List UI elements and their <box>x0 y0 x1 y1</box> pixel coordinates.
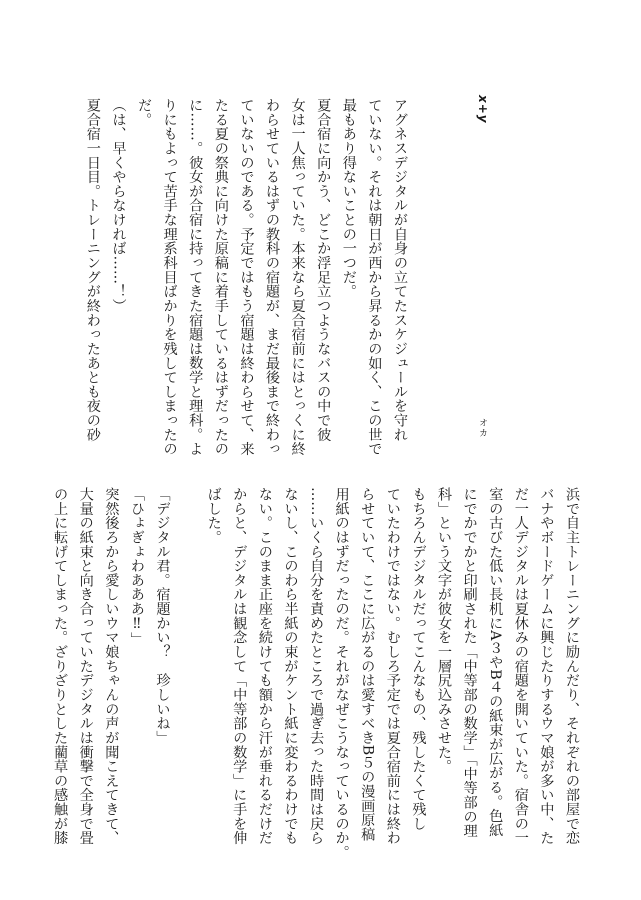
text-line: わらせているはずの教科の宿題が、まだ最後まで終わっ <box>264 98 281 456</box>
text-line: からと、デジタルは観念して「中等部の数学」に手を伸 <box>231 487 248 845</box>
text-line: ていないのである。予定ではもう宿題は終わらせて、来 <box>238 98 255 456</box>
text-line: りにもよって苦手な理系科目ばかりを残してしまったの <box>161 98 178 456</box>
text-line: アグネスデジタルが自身の立てたスケジュールを守れ <box>392 98 408 442</box>
text-line: 夏合宿一日目。トレーニングが終わったあとも夜の砂 <box>84 98 101 442</box>
text-line: 室の古びた低い長机にA３やB４の紙束が広がる。色紙 <box>487 487 504 838</box>
story-title: x+y <box>476 95 490 124</box>
text-line: もちろんデジタルだってこんなもの、残したくて残し <box>410 487 427 831</box>
text-line: 用紙のはずだったのだ。それがなぜこうなっているのか。 <box>333 487 350 860</box>
text-line: バナやボードゲームに興じたりするウマ娘が多い中、た <box>538 487 555 845</box>
text-line: ない。このまま正座を続けても額から汗が垂れるだけだ <box>256 487 273 845</box>
text-line: らせていて、ここに広がるのは愛すべきB５の漫画原稿 <box>359 487 376 842</box>
text-line: だ。 <box>136 98 153 127</box>
upper-text-block <box>84 98 412 456</box>
text-line: だ一人デジタルは夏休みの宿題を開いていた。宿舎の一 <box>512 487 529 845</box>
dialogue-line: 「デジタル君。宿題かい？ 珍しいね」 <box>154 487 171 745</box>
lower-text-block <box>52 487 584 860</box>
text-line: 突然後ろから愛しいウマ娘ちゃんの声が聞こえてきて、 <box>103 487 120 845</box>
text-line: 女は一人焦っていた。本来なら夏合宿前にはとっくに終 <box>289 98 306 456</box>
text-line: ばした。 <box>205 487 222 545</box>
text-line: 浜で自主トレーニングに励んだり、それぞれの部屋で恋 <box>564 487 580 845</box>
text-line: たる夏の祭典に向けた原稿に着手しているはずだったの <box>212 98 229 456</box>
text-line: ていない。それは朝日が西から昇るかの如く、この世で <box>366 98 383 456</box>
text-line: 最もあり得ないことの一つだ。 <box>340 98 357 299</box>
text-line: ないし、このわら半紙の束がケント紙に変わるわけでも <box>282 487 299 845</box>
text-line: の上に転げてしまった。ざりざりとした藺草の感触が膝 <box>52 487 69 845</box>
text-line: 夏合宿に向かう、どこか浮足立つようなバスの中で彼 <box>315 98 332 442</box>
text-line: にでかでかと印刷された「中等部の数学」「中等部の理 <box>461 487 478 838</box>
dialogue-line: 「ひょぎょわあああ‼」 <box>128 487 145 647</box>
text-line: に……。彼女が合宿に持ってきた宿題は数学と理科。よ <box>187 98 204 456</box>
text-line: ていたわけではない。むしろ予定では夏合宿前には終わ <box>384 487 401 845</box>
text-line: ……いくら自分を責めたところで過ぎ去った時間は戻ら <box>308 487 325 845</box>
author-name: オカ <box>477 418 487 438</box>
text-line: 大量の紙束と向き合っていたデジタルは衝撃で全身で畳 <box>77 487 94 845</box>
text-line: （は、早くやらなければ……！） <box>110 98 127 313</box>
blank-line <box>175 487 201 807</box>
text-line: 科」という文字が彼女を一層尻込みさせた。 <box>436 487 453 774</box>
